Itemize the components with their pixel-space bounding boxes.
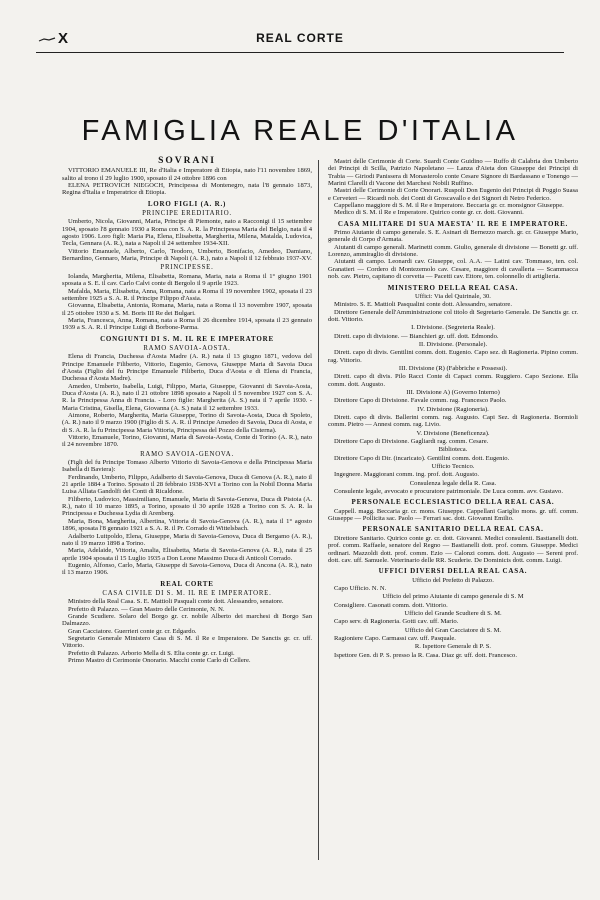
entry-paragraph: Medico di S. M. il Re e Imperatore. Quirico conte gr. cr. dott. Giovanni.	[334, 209, 524, 217]
entry-paragraph: Direttore Capo di Divisione. Gagliardi rag. comm. Cesare.	[334, 438, 489, 446]
entry-paragraph: Grande Scudiere. Solaro del Borgo gr. cr. nobile Alberto dei marchesi di Borgo San Dalmazzo.	[62, 612, 312, 628]
section-heading: R. Ispettore Generale di P. S.	[414, 643, 492, 651]
entry-paragraph: Direttore Capo di Dir. (incaricato). Gentilini comm. dott. Eugenio.	[334, 454, 510, 462]
section-heading: Uffici: Via del Quirinale, 30.	[415, 292, 491, 300]
entry-paragraph: Eugenio, Alfonso, Carlo, Maria, Giuseppe di Savoia-Genova, Duca di Ancona (A. R.), nato il 13 marzo 1906.	[62, 561, 312, 577]
entry-paragraph: Mastri delle Cerimonie di Corte Onorari. Ruspoli Don Eugenio dei Principi di Poggio Suasa e Cerveteri — Ricardi nob. dei Conti di Groscavallo e dei Signori di Netro Federico.	[328, 187, 578, 202]
entry-paragraph: VITTORIO EMANUELE III, Re d'Italia e Imperatore di Etiopia, nato l'11 novembre 1869, salito al trono il 29 luglio 1900, sposato il 24 ottobre 1896 con	[62, 167, 312, 182]
entry-paragraph: ELENA PETROVICH NIEGOCH, Principessa di Montenegro, nata l'8 gennaio 1873, Regina d'Italia e Imperatrice di Etiopia.	[62, 182, 312, 197]
section-heading: CASA MILITARE DI SUA MAESTA' IL RE E IMPERATORE.	[337, 219, 569, 228]
entry-paragraph: Dirett. capo di divis. Gentilini comm. dott. Eugenio. Capo sez. di Ragioneria. Pipino comm. rag. Vittorio.	[328, 349, 578, 364]
entry-paragraph: Consigliere. Casonati comm. dott. Vittorio.	[334, 601, 448, 609]
entry-paragraph: Vittorio Emanuele, Alberto, Carlo, Teodoro, Umberto, Bonifacio, Amedeo, Damiano, Bernardino, Gennaro, Maria, Principe di Napoli (A. R.), nato a Napoli il 12 febbraio 1937-XV.	[62, 247, 312, 263]
entry-paragraph: Giovanna, Elisabetta, Antonia, Romana, Maria, nata a Roma il 13 novembre 1907, sposata il 25 ottobre 1930 a S. M. Boris III Re dei Bulgari.	[62, 302, 312, 317]
entry-paragraph: Primo Aiutante di campo generale. S. E. Asinari di Bernezzo march. gr. cr. Giuseppe Mario, generale di Corpo d'Armata.	[328, 229, 578, 244]
entry-paragraph: Adalberto Luitpoldo, Elena, Giuseppe, Maria di Savoia-Genova, Duca di Bergamo (A. R.), nato il 19 marzo 1898 a Torino.	[62, 532, 312, 547]
page-title: FAMIGLIA REALE D'ITALIA	[81, 115, 519, 148]
section-heading: Ufficio Tecnico.	[431, 463, 475, 471]
entry-paragraph: Filiberto, Ludovico, Massimiliano, Emanuele, Maria di Savoia-Genova, Duca di Pistoia (A. R.), nato il 10 marzo 1895, a Torino, sposato il 30 aprile 1928 a Torino con S. A. R. la Principessa e Duchessa Lydia di Arenberg.	[62, 495, 312, 518]
header-rule	[36, 52, 564, 53]
section-heading: PRINCIPESSE.	[160, 264, 214, 272]
entry-paragraph: Maria, Adelaide, Vittoria, Amalia, Elisabetta, Maria di Savoia-Genova (A. R.), nata il 25 aprile 1904 sposata il 15 Luglio 1935 a Don Leone Massimo Duca di Anticoli Corrado.	[62, 547, 312, 562]
entry-paragraph: (Figli del fu Principe Tomaso Alberto Vittorio di Savoia-Genova e della Principessa Maria Isabella di Baviera):	[62, 459, 312, 474]
section-heading: UFFICI DIVERSI DELLA REAL CASA.	[378, 567, 528, 576]
entry-paragraph: Mafalda, Maria, Elisabetta, Anna, Romana, nata a Roma il 19 novembre 1902, sposata il 23 settembre 1925 a S. A. R. il Principe Filippo d'Assia.	[62, 287, 312, 302]
section-heading: SOVRANI	[158, 156, 216, 166]
entry-paragraph: Iolanda, Margherita, Milena, Elisabetta, Romana, Maria, nata a Roma il 1° giugno 1901 sposata a S. E. il cav. Carlo Calvi conte di Bergolo il 9 aprile 1923.	[62, 272, 312, 288]
entry-paragraph: Capo serv. di Ragioneria. Gotti cav. uff. Mario.	[334, 618, 459, 626]
entry-paragraph: Umberto, Nicola, Giovanni, Maria, Principe di Piemonte, nato a Racconigi il 15 settembre 1904, sposato l'8 gennaio 1930 a Roma con S. A. R. la Principessa Maria del Belgio, nata il 4 agosto 1906. Loro figli: Maria Pia, Elena, Elisabetta, Margherita, Milena, Matalda, Ludovica, Tecla, Gennara (A. R.), nata a Napoli il 24 settembre 1934-XII.	[62, 218, 312, 248]
entry-paragraph: Capo Ufficio. N. N.	[334, 584, 387, 592]
right-column	[328, 158, 578, 659]
entry-paragraph: Segretario Generale Ministero Casa di S. M. il Re e Imperatore. De Sanctis gr. cr. uff. Vittorio.	[62, 634, 312, 650]
section-heading: III. Divisione (R) (Fabbriche e Possessi).	[398, 364, 508, 372]
section-heading: Ufficio del Grande Scudiere di S. M.	[404, 609, 502, 617]
entry-paragraph: Ministro. S. E. Mattioli Pasqualini conte dott. Alessandro, senatore.	[334, 301, 513, 309]
column-divider	[318, 160, 319, 860]
section-heading: Ufficio del Gran Cacciatore di S. M.	[404, 626, 502, 634]
entry-paragraph: Vittorio, Emanuele, Torino, Giovanni, Maria di Savoia-Aosta, Conte di Torino (A. R.), nato il 24 novembre 1870.	[62, 434, 312, 449]
section-heading: Ufficio del Prefetto di Palazzo.	[412, 576, 494, 584]
entry-paragraph: Prefetto di Palazzo. — Gran Mastro delle Cerimonie, N. N.	[68, 605, 225, 613]
running-title: REAL CORTE	[256, 31, 344, 45]
section-heading: Consulenza legale della R. Casa.	[409, 479, 497, 487]
entry-paragraph: Maria, Bona, Margherita, Albertina, Vittoria di Savoia-Genova (A. R.), nata il 1° agosto 1896, sposata l'8 gennaio 1921 a S. A. R. il Pr. Corrado di Wittelsbach.	[62, 517, 312, 533]
entry-paragraph: Cappell. magg. Beccaria gr. cr. mons. Giuseppe. Cappellani Gariglio mons. gr. uff. comm. Giuseppe — Pollicita sac. Paolo — Ferrari sac. dott. Giovanni Emilio.	[328, 507, 578, 523]
entry-paragraph: Direttore Capo di Divisione. Favale comm. rag. Francesco Paolo.	[334, 397, 507, 405]
section-heading: LORO FIGLI (A. R.)	[147, 199, 227, 208]
section-heading: II. Divisione. (Personale).	[418, 340, 488, 348]
section-heading: PERSONALE SANITARIO DELLA REAL CASA.	[362, 525, 544, 534]
entry-paragraph: Ingegnere. Maggiorani comm. ing. prof. dott. Augusto.	[334, 471, 480, 479]
entry-paragraph: Maria, Francesca, Anna, Romana, nata a Roma il 26 dicembre 1914, sposata il 23 gennaio 1939 a S. A. R. il Principe Luigi di Borbone-Parma.	[62, 316, 312, 332]
section-heading: REAL CORTE	[160, 579, 214, 588]
entry-paragraph: Direttore Generale dell'Amministrazione col titolo di Segretario Generale. De Sanctis gr. cr. dott. Vittorio.	[328, 308, 578, 323]
section-heading: Biblioteca.	[438, 446, 468, 454]
entry-paragraph: Cappellano maggiore di S. M. il Re e Imperatore. Beccaria gr. cr. monsignor Giuseppe.	[334, 202, 564, 210]
entry-paragraph: Dirett. capo di divis. Pilo Racci Conte di Capaci comm. Ruggiero. Capo Sezione. Ella comm. dott. Augusto.	[328, 373, 578, 388]
section-heading: MINISTERO DELLA REAL CASA.	[387, 283, 519, 292]
entry-paragraph: Dirett. capo di divisione. — Bianchieri gr. uff. dott. Edmondo.	[334, 332, 499, 340]
section-heading: CASA CIVILE DI S. M. IL RE E IMPERATORE.	[102, 589, 272, 597]
page-number: X	[58, 30, 69, 47]
entry-paragraph: Dirett. capo di divis. Ballerini comm. rag. Augusto. Capi Sez. di Ragioneria. Bormioli comm. Pietro — Annesi comm. rag. Livio.	[328, 414, 578, 429]
entry-paragraph: Ferdinando, Umberto, Filippo, Adalberto di Savoia-Genova, Duca di Genova (A. R.), nato il 21 aprile 1884 a Torino. Sposato il 28 febbraio 1938-XVI a Torino con la Nobil Donna Maria Luisa Alliata Gandolfi dei Conti di Ricaldone.	[62, 473, 312, 496]
entry-paragraph: Mastri delle Cerimonie di Corte. Suardi Conte Guidino — Ruffo di Calabria don Umberto dei Principi di Scilla, Patrizio Napoletano — Lanza d'Aieta don Giuseppe dei Principi di Trabia — Giriodi Panissera di Monasterolo conte Cesare Signore di Bardassano e Tonengo — Marini Clarelli di Vacone dei Marchesi Nobili Ruffino.	[328, 158, 578, 188]
entry-paragraph: Amedeo, Umberto, Isabella, Luigi, Filippo, Maria, Giuseppe, Giovanni di Savoia-Aosta, Duca d'Aosta (A. R.), nato il 21 ottobre 1898 sposato a Napoli il 5 novembre 1927 con S. A. R. la Principessa Anna di Francia. - Loro figlie: Margherita (A. S.) nata il 7 aprile 1930. - Maria Cristina, Gisella, Elena, Giovanna (A. S.) nata il 12 settembre 1933.	[62, 382, 312, 412]
entry-paragraph: Ministro della Real Casa. S. E. Mattioli Pasquali conte dott. Alessandro, senatore.	[68, 598, 284, 606]
entry-paragraph: Ispettore Gen. di P. S. presso la R. Casa. Diaz gr. uff. dott. Francesco.	[334, 651, 518, 659]
section-heading: I. Divisione. (Segreteria Reale).	[411, 324, 495, 332]
section-heading: RAMO SAVOIA-AOSTA.	[143, 344, 231, 352]
entry-paragraph: Aimone, Roberto, Margherita, Maria Giuseppe, Torino di Savoia-Aosta, Duca di Spoleto, (A. R.) nato il 9 marzo 1900 (Figlio di S. A. R. il Principe Amedeo di Savoia, Duca di Aosta, e di S. A. R. la fu Principessa Maria Vittoria, Principessa del Pozzo della Cisterna).	[62, 412, 312, 434]
entry-paragraph: Aiutanti di campo. Leonardi cav. Giuseppe, col. A.A. — Latini cav. Tommaso, ten. col. Granatieri — Cordero di Montezemolo cav. Cesare, maggiore di cavalleria — Scammacca nob. cav. Pietro, capitano di corvetta — Pacetti cav. Ettore, ten. colonnello di artiglieria.	[328, 258, 578, 281]
entry-paragraph: Ragioniere Capo. Carmassi cav. uff. Pasquale.	[334, 634, 456, 642]
left-column	[62, 158, 312, 664]
section-heading: Ufficio del primo Aiutante di campo generale di S. M	[382, 593, 524, 601]
entry-paragraph: Prefetto di Palazzo. Arborio Mella di S. Elia conte gr. cr. Luigi.	[68, 649, 235, 657]
section-heading: V. Divisione (Beneficenza).	[416, 429, 490, 437]
section-heading: PERSONALE ECCLESIASTICO DELLA REAL CASA.	[351, 498, 555, 507]
section-heading: RAMO SAVOIA-GENOVA.	[140, 450, 234, 458]
entry-paragraph: Primo Mastro di Cerimonie Onorario. Macchi conte Carlo di Cellere.	[68, 657, 251, 664]
section-heading: IV. Divisione (Ragioneria).	[417, 405, 489, 413]
running-header	[36, 30, 564, 50]
entry-paragraph: Aiutanti di campo generali. Marinetti comm. Giulio, generale di divisione — Bonetti gr. uff. Lorenzo, ammiraglio di divisione.	[328, 243, 578, 259]
entry-paragraph: Consulente legale, avvocato e procuratore patrimoniale. De Luca comm. avv. Gustavo.	[334, 488, 563, 496]
section-heading: III. Divisione A) (Governo Interno)	[406, 388, 500, 396]
entry-paragraph: Direttore Sanitario. Quirico conte gr. cr. dott. Giovanni. Medici consulenti. Bastianelli dott. prof. comm. Raffaele, senatore del Regno — Bastianelli dott. prof. comm. Giuseppe. Medici ordinari. Mazzoldi dott. prof. comm. Ezio — Calonzi comm. dott. Augusto — Sereni prof. dott. cav. uff. Samuele. Veterinario delle RR. Scuderie. De Dominicis dott. comm. Luigi.	[328, 534, 578, 564]
entry-paragraph: Gran Cacciatore. Guerrieri conte gr. cr. Edgardo.	[68, 627, 197, 635]
section-heading: CONGIUNTI DI S. M. IL RE E IMPERATORE	[100, 334, 274, 343]
entry-paragraph: Elena di Francia, Duchessa d'Aosta Madre (A. R.) nata il 13 giugno 1871, vedova del Principe Emanuele Filiberto, Vittorio, Eugenio, Genova, Giuseppe Maria di Savoia Duca d'Aosta (Figlio del fu Principe Emanuele Filiberto, Duca d'Aosta e di Elena di Francia, Duchessa d'Aosta Madre).	[62, 353, 312, 383]
section-heading: PRINCIPE EREDITARIO.	[142, 210, 232, 218]
